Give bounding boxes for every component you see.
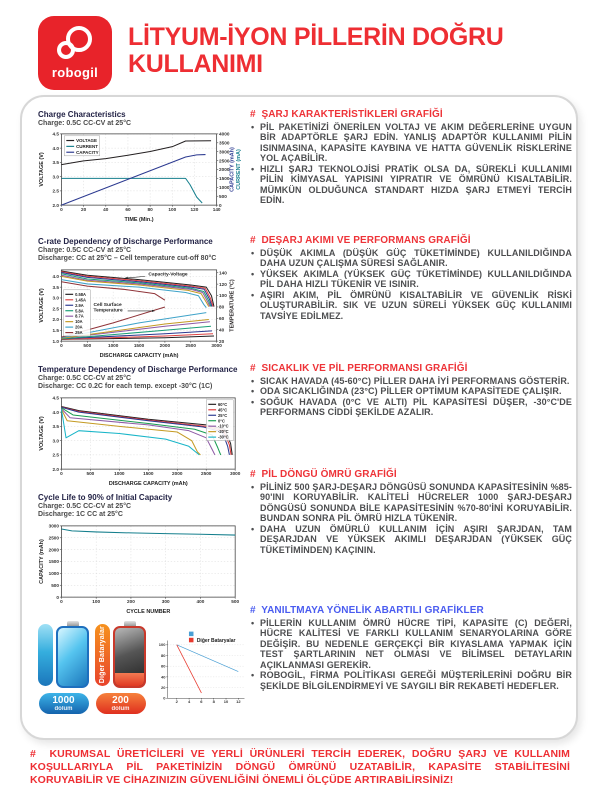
svg-text:2.9A: 2.9A <box>75 302 84 308</box>
section-heading <box>250 469 572 480</box>
svg-text:0.58A: 0.58A <box>75 291 86 297</box>
svg-text:Cell SurfaceTemperature: Cell Surface Temperature <box>93 303 123 314</box>
svg-text:2000: 2000 <box>48 547 59 553</box>
svg-text:140: 140 <box>212 207 221 213</box>
chart-title: Cycle Life to 90% of Initial Capacity <box>38 493 173 502</box>
battery-comparison-graphic <box>38 621 248 733</box>
chart-canvas-1 <box>38 129 243 223</box>
svg-text:100: 100 <box>219 293 227 299</box>
svg-text:40: 40 <box>161 674 166 680</box>
bullet-item: • DÜŞÜK AKIMLA (DÜŞÜK GÜÇ TÜKETİMİNDE) KULLANILDIĞINDA DAHA UZUN ÇALIŞMA SÜRESİ SAĞLANIR. <box>250 248 572 269</box>
section-heading <box>250 363 572 374</box>
svg-text:VOLTAGE (V): VOLTAGE (V) <box>38 152 45 188</box>
section-bullet-list <box>250 482 572 555</box>
svg-text:CURRENT (mA): CURRENT (mA) <box>236 149 243 191</box>
chart-title: C-rate Dependency of Discharge Performance <box>38 237 213 246</box>
bullet-item: • HIZLI ŞARJ TEKNOLOJİSİ PRATİK OLSA DA, SÜREKLİ KULLANIMI PİLİN KİMYASAL YAPISINI YIPRATIR VE ÖMRÜNÜ KISALTABİLİR. MÜMKÜN OLDUĞUNCA STANDART HIZDA ŞARJ ETMEYİ TERCİH EDİN. <box>250 164 572 206</box>
chart-subtitle: Charge: 0.5C CC-CV at 25°C <box>38 374 132 382</box>
svg-text:20: 20 <box>161 684 166 690</box>
other-battery-unit <box>95 621 146 714</box>
chart-canvas-4 <box>38 521 243 615</box>
svg-text:CURRENT: CURRENT <box>76 144 98 150</box>
svg-text:DISCHARGE CAPACITY (mAh): DISCHARGE CAPACITY (mAh) <box>108 480 188 487</box>
svg-text:3500: 3500 <box>219 140 230 146</box>
svg-text:45°C: 45°C <box>218 407 228 413</box>
svg-text:12: 12 <box>236 699 241 705</box>
section-5 <box>250 605 572 691</box>
svg-text:25A: 25A <box>75 330 83 336</box>
svg-text:1500: 1500 <box>219 176 230 182</box>
bullet-item: • ODA SICAKLIĞINDA (23°C) PİLLER OPTİMUM KAPASİTEDE ÇALIŞIR. <box>250 386 572 396</box>
bullet-item: • PİLİNİZ 500 ŞARJ-DEŞARJ DÖNGÜSÜ SONUNDA KAPASİTESİNİN %85-90'INI KORUYABİLİR. KALİTELİ HÜCRELER 1000 ŞARJ-DEŞARJ DÖNGÜSÜ SONUNDA BİLE KAPASİTESİNİN %70-80'İNİ KORUYABİLİR. BUNDAN SONRA PİL ÖMRÜ HIZLA TÜKENİR. <box>250 482 572 524</box>
chart-subtitle: Discharge: CC 0.2C for each temp. except -30°C (1C) <box>38 383 213 391</box>
svg-text:2.0: 2.0 <box>52 317 59 323</box>
blue-battery-graphic <box>56 626 89 688</box>
svg-text:0°C: 0°C <box>218 418 225 424</box>
svg-text:3.0: 3.0 <box>52 174 59 180</box>
svg-text:2.5: 2.5 <box>52 188 59 194</box>
bullet-item: • PİLLERİN KULLANIM ÖMRÜ HÜCRE TİPİ, KAPASİTE (C) DEĞERİ, HÜCRE KALİTESİ VE FARKLI KULLANIM SENARYOLARINA GÖRE DEĞİŞİR. BU NEDENLE GERÇEKÇİ BİR KIYASLAMA YAPMAK İÇİN TEST ŞARTLARININ NET OLMASI VE BİLİMSEL DETAYLARIN AÇIKLANMASI GEREKİR. <box>250 618 572 670</box>
bullet-item: • PİL PAKETİNİZİ ÖNERİLEN VOLTAJ VE AKIM DEĞERLERİNE UYGUN BİR ADAPTÖRLE ŞARJ EDİN. YANLIŞ ADAPTÖR KULLANIMI PİLİN ISINMASINA, KAPASİTE KAYBINA VE HATTA GÜVENLİK RİSKLERİNE YOL AÇABİLİR. <box>250 122 572 164</box>
svg-text:TIME (Min.): TIME (Min.) <box>124 217 154 224</box>
section-heading <box>250 605 572 616</box>
svg-text:10: 10 <box>223 699 229 705</box>
svg-text:500: 500 <box>51 583 59 589</box>
section-heading-text: YANILTMAYA YÖNELİK ABARTILI GRAFİKLER <box>261 605 484 616</box>
svg-text:100: 100 <box>158 642 166 648</box>
logo-text: robogil <box>51 65 99 80</box>
chart-subtitle: Charge: 0.5C CC-CV at 25°C <box>38 502 132 510</box>
svg-text:0: 0 <box>56 594 59 600</box>
svg-text:-10°C: -10°C <box>218 423 229 429</box>
section-heading-text: SICAKLIK VE PİL PERFORMANSI GRAFİĞİ <box>261 363 468 374</box>
svg-text:1000: 1000 <box>114 471 125 477</box>
hash-mark: # <box>250 605 256 616</box>
svg-text:80: 80 <box>161 652 166 658</box>
svg-text:100: 100 <box>92 599 101 605</box>
chart-title: Charge Characteristics <box>38 110 126 119</box>
bullet-item: • DAHA UZUN ÖMÜRLÜ KULLANIM İÇİN AŞIRI ŞARJDAN, TAM DEŞARJDAN VE YÜKSEK AKIMLI DEŞARJDAN (YÜKSEK GÜÇ TÜKETİMİNDEN) KAÇININ. <box>250 524 572 555</box>
svg-text:VOLTAGE: VOLTAGE <box>76 138 98 144</box>
svg-text:4.0: 4.0 <box>52 409 59 415</box>
svg-text:3.0: 3.0 <box>52 295 59 301</box>
svg-text:0: 0 <box>60 599 63 605</box>
svg-text:CAPACITY (mAh): CAPACITY (mAh) <box>229 147 236 193</box>
svg-text:4.5: 4.5 <box>52 131 59 137</box>
section-bullet-list <box>250 122 572 206</box>
svg-text:120: 120 <box>190 207 199 213</box>
section-heading <box>250 235 572 246</box>
svg-text:8.7A: 8.7A <box>75 313 84 319</box>
orange-capsule-graphic <box>95 624 110 686</box>
svg-text:1500: 1500 <box>143 471 154 477</box>
section-bullet-list <box>250 376 572 418</box>
svg-text:60: 60 <box>161 663 166 669</box>
bullet-item: • ROBOGİL, FİRMA POLİTİKASI GEREĞİ MÜŞTERİLERİNİ DOĞRU BİR ŞEKİLDE BİLGİLENDİRMEYİ VE SAYGILI BİR REKABETİ HEDEFLER. <box>250 670 572 691</box>
badge-unit: dolum <box>111 705 130 712</box>
section-heading <box>250 109 572 120</box>
robogil-logo-icon <box>53 23 97 67</box>
svg-text:60: 60 <box>125 207 131 213</box>
svg-text:1000: 1000 <box>219 185 230 191</box>
chart-block-1 <box>38 110 243 223</box>
cycles-badge-200 <box>96 693 146 714</box>
svg-text:3000: 3000 <box>229 471 241 477</box>
svg-text:40: 40 <box>219 327 225 333</box>
svg-text:VOLTAGE (V): VOLTAGE (V) <box>38 288 45 323</box>
svg-text:CAPACITY (mAh): CAPACITY (mAh) <box>38 539 45 584</box>
page-title: LİTYUM-İYON PİLLERİN DOĞRU KULLANIMI <box>128 23 504 78</box>
bullet-item: • YÜKSEK AKIMLA (YÜKSEK GÜÇ TÜKETİMİNDE) KULLANILDIĞINDA PİL DAHA HIZLI TÜKENİR VE ISINIR. <box>250 269 572 290</box>
svg-text:8: 8 <box>212 699 215 705</box>
svg-text:1500: 1500 <box>133 343 145 349</box>
other-batteries-label: Diğer Bataryalar <box>99 626 106 684</box>
svg-text:4.0: 4.0 <box>52 146 59 152</box>
svg-text:3000: 3000 <box>48 523 59 529</box>
chart-subtitle: Discharge: 1C CC at 25°C <box>38 511 123 519</box>
svg-text:20: 20 <box>81 207 87 213</box>
svg-text:CAPACITY: CAPACITY <box>76 150 99 156</box>
svg-text:2: 2 <box>175 699 178 705</box>
svg-text:6: 6 <box>200 699 203 705</box>
svg-text:300: 300 <box>161 599 170 605</box>
section-bullet-list <box>250 618 572 691</box>
svg-text:5.8A: 5.8A <box>75 308 84 314</box>
svg-text:40: 40 <box>103 207 109 213</box>
svg-text:0: 0 <box>60 343 63 349</box>
svg-text:400: 400 <box>196 599 205 605</box>
svg-text:3.5: 3.5 <box>52 284 59 290</box>
svg-text:60°C: 60°C <box>218 401 228 407</box>
hash-mark: # <box>250 469 256 480</box>
svg-text:3000: 3000 <box>219 149 230 155</box>
svg-text:2500: 2500 <box>48 535 59 541</box>
chart-subtitle: Charge: 0.5C CC-CV at 25°C <box>38 246 132 254</box>
svg-text:4.5: 4.5 <box>52 395 59 401</box>
svg-text:VOLTAGE (V): VOLTAGE (V) <box>38 416 45 451</box>
svg-text:25°C: 25°C <box>218 412 228 418</box>
chart-block-4 <box>38 493 243 615</box>
comparison-mini-chart <box>155 627 247 708</box>
svg-text:3.5: 3.5 <box>52 160 59 166</box>
section-1 <box>250 109 572 206</box>
svg-text:1000: 1000 <box>48 571 59 577</box>
svg-text:3.5: 3.5 <box>52 424 59 430</box>
svg-text:500: 500 <box>83 343 92 349</box>
svg-text:2.5: 2.5 <box>52 306 59 312</box>
svg-text:3000: 3000 <box>211 343 222 349</box>
svg-text:2000: 2000 <box>172 471 183 477</box>
svg-text:2500: 2500 <box>219 158 230 164</box>
svg-text:0: 0 <box>163 695 166 701</box>
hash-mark: # <box>30 748 36 760</box>
chart-canvas-3 <box>38 393 243 487</box>
section-bullet-list <box>250 248 572 321</box>
svg-text:-30°C: -30°C <box>218 434 229 440</box>
content-card <box>20 95 578 740</box>
svg-text:10A: 10A <box>75 319 83 325</box>
svg-text:0: 0 <box>60 207 63 213</box>
badge-unit: dolum <box>54 705 73 712</box>
svg-text:120: 120 <box>219 281 227 287</box>
svg-text:TEMPERATURE (°C): TEMPERATURE (°C) <box>229 279 236 332</box>
svg-text:2.0: 2.0 <box>52 466 59 472</box>
svg-text:200: 200 <box>127 599 135 605</box>
chart-block-2 <box>38 237 243 359</box>
svg-text:80: 80 <box>147 207 153 213</box>
svg-text:60: 60 <box>219 316 225 322</box>
bullet-item: • SOĞUK HAVADA (0°C VE ALTI) PİL KAPASİTESİ DÜŞER, -30°C'DE PERFORMANS CİDDİ ŞEKİLDE AZALIR. <box>250 397 572 418</box>
svg-text:1500: 1500 <box>48 559 59 565</box>
chart-subtitle: Discharge: CC at 25°C – Cell temperature cut-off 80°C <box>38 255 217 263</box>
section-heading-text: PİL DÖNGÜ ÖMRÜ GRAFİĞİ <box>261 469 397 480</box>
svg-text:20: 20 <box>219 338 225 344</box>
svg-text:1000: 1000 <box>107 343 119 349</box>
bullet-item: • SICAK HAVADA (45-60°C) PİLLER DAHA İYİ PERFORMANS GÖSTERİR. <box>250 376 572 386</box>
svg-text:500: 500 <box>86 471 95 477</box>
low-charge-fill <box>115 673 144 686</box>
svg-text:80: 80 <box>219 304 225 310</box>
dark-battery-graphic <box>113 626 146 688</box>
blue-capsule-graphic <box>38 624 53 686</box>
svg-text:4.0: 4.0 <box>52 274 59 280</box>
svg-text:20A: 20A <box>75 324 83 330</box>
robogil-logo <box>38 16 112 90</box>
badge-value: 200 <box>112 694 129 706</box>
svg-text:DISCHARGE CAPACITY (mAh): DISCHARGE CAPACITY (mAh) <box>99 352 179 359</box>
hash-mark: # <box>250 363 256 374</box>
svg-text:0: 0 <box>60 471 63 477</box>
comparison-chart-canvas <box>155 628 247 708</box>
footer-text: KURUMSAL ÜRETİCİLERİ VE YERLİ ÜRÜNLERİ TERCİH EDEREK, DOĞRU ŞARJ VE KULLANIM KOŞULLARIYLA PİL PAKETİNİZİN DÖNGÜ ÖMRÜNÜ UZATABİLİR, KAPASİTE STABİLİTESİNİ KORUYABİLİR VE CİHAZINIZIN GÜVENLİĞİNİ ÖNEMLİ ÖLÇÜDE ARTIRABİLİRSİNİZ! <box>30 748 570 786</box>
svg-text:-20°C: -20°C <box>218 429 229 435</box>
svg-text:CYCLE NUMBER: CYCLE NUMBER <box>126 608 171 615</box>
chart-subtitle: Charge: 0.5C CC-CV at 25°C <box>38 119 132 127</box>
svg-text:1.5: 1.5 <box>52 328 59 334</box>
footer-note <box>30 748 570 786</box>
section-heading-text: DEŞARJ AKIMI VE PERFORMANS GRAFİĞİ <box>261 235 471 246</box>
svg-text:2.5: 2.5 <box>52 452 59 458</box>
hash-mark: # <box>250 109 256 120</box>
chart-canvas-2 <box>38 265 243 359</box>
svg-text:Diğer Bataryalar: Diğer Bataryalar <box>196 637 236 644</box>
svg-text:2000: 2000 <box>159 343 171 349</box>
chart-title: Temperature Dependency of Discharge Performance <box>38 365 238 374</box>
svg-text:2000: 2000 <box>219 167 230 173</box>
svg-text:500: 500 <box>231 599 240 605</box>
svg-text:1.0: 1.0 <box>52 338 59 344</box>
svg-text:2.0: 2.0 <box>52 203 59 209</box>
svg-text:4000: 4000 <box>219 131 230 137</box>
section-4 <box>250 469 572 555</box>
chart-block-3 <box>38 365 243 487</box>
svg-text:1.45A: 1.45A <box>75 297 86 303</box>
svg-text:Capacity-Voltage: Capacity-Voltage <box>148 272 188 278</box>
section-2 <box>250 235 572 321</box>
svg-text:140: 140 <box>219 270 227 276</box>
robogil-battery-unit <box>38 621 89 714</box>
bullet-item: • AŞIRI AKIM, PİL ÖMRÜNÜ KISALTABİLİR VE GÜVENLİK RİSKİ OLUŞTURABİLİR. SIK VE UZUN SÜRELİ YÜKSEK GÜÇ KULLANIMI TAVSİYE EDİLMEZ. <box>250 290 572 321</box>
sections <box>250 97 572 742</box>
section-3 <box>250 363 572 418</box>
svg-text:4: 4 <box>187 699 191 705</box>
cycles-badge-1000 <box>39 693 89 714</box>
hash-mark: # <box>250 235 256 246</box>
badge-value: 1000 <box>52 694 75 706</box>
svg-text:100: 100 <box>168 207 177 213</box>
svg-text:2500: 2500 <box>185 343 196 349</box>
svg-text:0: 0 <box>219 203 222 209</box>
svg-text:3.0: 3.0 <box>52 438 59 444</box>
section-heading-text: ŞARJ KARAKTERİSTİKLERİ GRAFİĞİ <box>261 109 443 120</box>
svg-text:2500: 2500 <box>201 471 212 477</box>
svg-text:500: 500 <box>219 194 227 200</box>
